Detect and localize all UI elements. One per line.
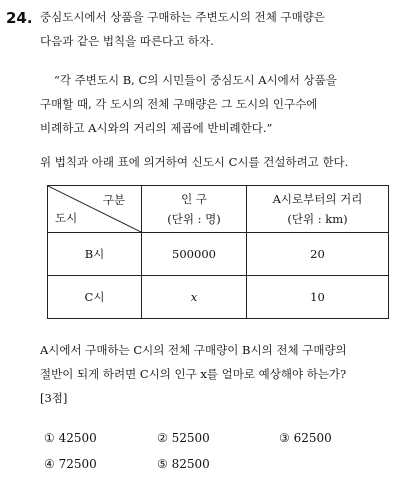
population-cell: x (142, 276, 247, 319)
population-cell: 500000 (142, 233, 247, 276)
header-distance (247, 186, 389, 233)
answer-choice-3[interactable] (279, 432, 332, 444)
header-population (142, 186, 247, 233)
distance-cell: 10 (247, 276, 389, 319)
choice-value: 52500 (171, 431, 210, 445)
question-stem-line-2: 다음과 같은 법칙을 따른다고 하자. (40, 34, 214, 48)
answer-choice-5[interactable] (157, 458, 210, 470)
choice-mark: ④ (44, 457, 55, 471)
header-population-label: 인 구 (181, 192, 207, 206)
question-ask-line-2: 절반이 되게 하려면 C시의 인구 x를 얼마로 예상해야 하는가? (40, 367, 347, 381)
table-header-row (48, 186, 389, 233)
law-quote-line-2: 구매할 때, 각 도시의 전체 구매량은 그 도시의 인구수에 (40, 97, 318, 111)
distance-cell: 20 (247, 233, 389, 276)
question-number: 24. (6, 9, 33, 27)
answer-choice-4[interactable] (44, 458, 97, 470)
table-row (48, 233, 389, 276)
choice-mark: ② (157, 431, 168, 445)
law-quote-line-1: “각 주변도시 B, C의 시민들이 중심도시 A시에서 상품을 (54, 73, 337, 87)
corner-label-category: 구분 (102, 193, 125, 207)
table-corner-cell (48, 186, 142, 233)
choice-mark: ③ (279, 431, 290, 445)
answer-choice-2[interactable] (157, 432, 210, 444)
table-row (48, 276, 389, 319)
law-quote-line-3: 비례하고 A시와의 거리의 제곱에 반비례한다.” (40, 121, 273, 135)
answer-choice-1[interactable] (44, 432, 97, 444)
choice-mark: ① (44, 431, 55, 445)
header-population-unit: (단위 : 명) (167, 212, 221, 226)
header-distance-label: A시로부터의 거리 (272, 192, 363, 206)
city-cell: C시 (48, 276, 142, 319)
points-label: [3점] (40, 391, 68, 405)
instruction-line: 위 법칙과 아래 표에 의거하여 신도시 C시를 건설하려고 한다. (40, 155, 349, 169)
choice-value: 62500 (293, 431, 332, 445)
corner-label-city: 도시 (55, 211, 78, 225)
question-ask-line-1: A시에서 구매하는 C시의 전체 구매량이 B시의 전체 구매량의 (40, 343, 347, 357)
question-stem-line-1: 중심도시에서 상품을 구매하는 주변도시의 전체 구매량은 (40, 10, 325, 24)
header-distance-unit: (단위 : km) (287, 212, 348, 226)
city-cell: B시 (48, 233, 142, 276)
choice-mark: ⑤ (157, 457, 168, 471)
city-data-table (47, 185, 389, 319)
choice-value: 82500 (171, 457, 210, 471)
choice-value: 72500 (58, 457, 97, 471)
choice-value: 42500 (58, 431, 97, 445)
